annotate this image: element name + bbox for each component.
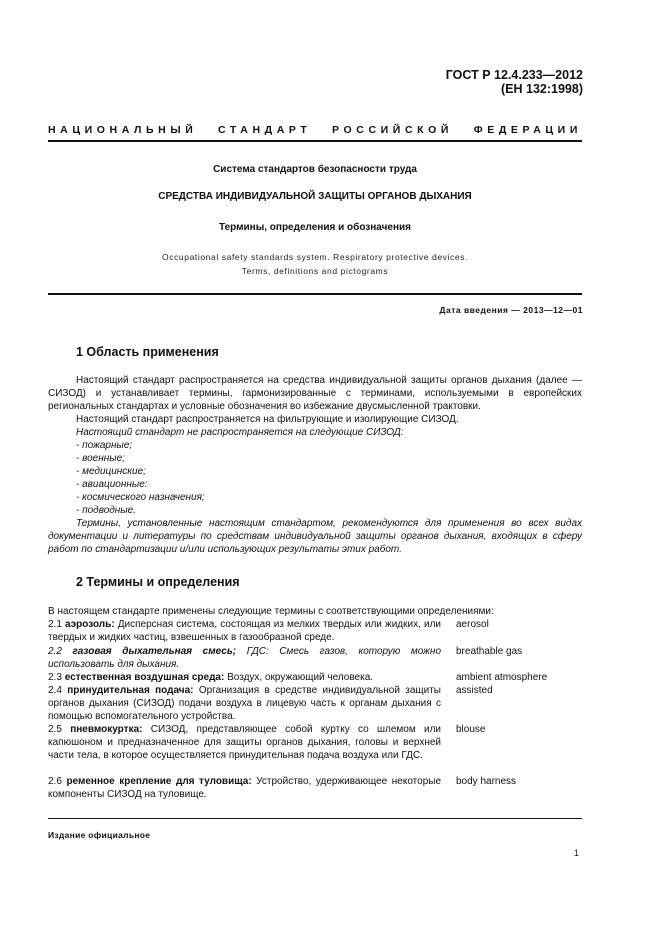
term-english-equivalent: aerosol xyxy=(456,619,489,630)
term-name: ременное крепление для туловища: xyxy=(66,776,252,787)
term-number: 2.5 xyxy=(48,724,62,735)
exclusion-item: - авиационные: xyxy=(76,479,148,490)
header-divider xyxy=(48,140,582,142)
term-entry xyxy=(48,645,441,671)
exclusion-item: - космического назначения; xyxy=(76,492,205,503)
sub-title: Термины, определения и обозначения xyxy=(218,222,412,233)
national-standard-banner xyxy=(48,124,582,136)
term-name: аэрозоль: xyxy=(65,619,115,630)
term-definition: Дисперсная система, состоящая из мелких твердых или жидких, или твердых и жидких частиц, взвешенных в газообразной среде. xyxy=(48,619,442,643)
section-2-intro: В настоящем стандарте применены следующие термины с соответствующими определениями: xyxy=(48,606,494,617)
introduction-date: Дата введения — 2013—12—01 xyxy=(439,305,583,315)
term-number: 2.2 xyxy=(48,646,62,657)
term-name: газовая дыхательная смесь; xyxy=(72,646,237,657)
term-english-equivalent: ambient atmosphere xyxy=(456,672,548,683)
term-entry xyxy=(48,684,441,723)
english-title-line-1: Occupational safety standards system. Respiratory protective devices. xyxy=(162,252,468,262)
term-number: 2.1 xyxy=(48,619,62,630)
term-entry xyxy=(48,671,441,684)
section-1-paragraph-3: Настоящий стандарт не распространяется на следующие СИЗОД: xyxy=(76,427,404,438)
term-english-equivalent: body harness xyxy=(456,776,517,787)
banner-word-1: НАЦИОНАЛЬНЫЙ xyxy=(48,124,198,136)
exclusion-item: - военные; xyxy=(76,453,125,464)
english-title-line-2: Terms, definitions and pictograms xyxy=(241,266,389,276)
exclusion-item: - подводные. xyxy=(76,505,136,516)
term-english-equivalent: assisted xyxy=(456,685,493,696)
term-english-equivalent: blouse xyxy=(456,724,486,735)
term-number: 2.4 xyxy=(48,685,62,696)
term-name: пневмокуртка: xyxy=(70,724,143,735)
banner-word-3: РОССИЙСКОЙ xyxy=(332,124,454,136)
term-number: 2.3 xyxy=(48,672,62,683)
standard-code-block xyxy=(446,68,583,96)
term-definition: Воздух, окружающий человека. xyxy=(227,672,374,683)
term-entry xyxy=(48,775,441,801)
system-title: Система стандартов безопасности труда xyxy=(213,164,417,175)
exclusion-item: - пожарные; xyxy=(76,440,133,451)
english-title xyxy=(48,250,582,278)
term-definition: СИЗОД, представляющее собой куртку со шлемом или капюшоном и предназначенное для защиты органов дыхания, головы и верхней части тела, в которое осуществляется принудительная подача воздуха или ГДС. xyxy=(48,724,442,761)
section-1-body xyxy=(48,374,582,556)
official-edition-note: Издание официальное xyxy=(48,830,151,840)
title-divider xyxy=(48,293,582,295)
term-english-equivalent: breathable gas xyxy=(456,646,523,657)
banner-word-4: ФЕДЕРАЦИИ xyxy=(473,124,582,136)
exclusion-item: - медицинские; xyxy=(76,466,146,477)
section-1-paragraph-4: Термины, установленные настоящим стандартом, рекомендуются для применения во всех видах документации и литературы по средствам индивидуальной защиты органов дыхания, входящих в сферу работ по стандартизации и/или использующих результаты этих работ. xyxy=(48,518,582,555)
section-1-paragraph-2: Настоящий стандарт распространяется на фильтрующие и изолирующие СИЗОД. xyxy=(76,414,459,425)
section-1-heading: 1 Область применения xyxy=(76,345,219,359)
term-definition: Устройство, удерживающее некоторые компоненты СИЗОД на туловище. xyxy=(48,776,442,800)
term-number: 2.6 xyxy=(48,776,62,787)
section-1-paragraph-1: Настоящий стандарт распространяется на средства индивидуальной защиты органов дыхания (далее — СИЗОД) и устанавливает термины, гармонизированные с терминами, используемыми в европейских региональных стандартах и условные обозначения во избежание двусмысленной трактовки. xyxy=(48,375,582,412)
main-title: СРЕДСТВА ИНДИВИДУАЛЬНОЙ ЗАЩИТЫ ОРГАНОВ ДЫХАНИЯ xyxy=(158,191,472,202)
term-name: естественная воздушная среда: xyxy=(64,672,225,683)
term-name: принудительная подача: xyxy=(67,685,194,696)
section-2-heading: 2 Термины и определения xyxy=(76,575,240,589)
term-entry xyxy=(48,618,441,644)
term-definition: Организация в средстве индивидуальной защиты органов дыхания (СИЗОД) подачи воздуха в лицевую часть к органам дыхания с помощью вспомогательного устройства. xyxy=(48,685,441,722)
standard-code: ГОСТ Р 12.4.233—2012 xyxy=(445,68,583,82)
term-definition: ГДС: Смесь газов, которую можно использовать для дыхания. xyxy=(48,646,442,670)
standard-equivalent: (ЕН 132:1998) xyxy=(501,82,583,96)
footer-divider xyxy=(48,818,582,819)
page-number: 1 xyxy=(574,848,580,858)
banner-word-2: СТАНДАРТ xyxy=(218,124,312,136)
term-entry xyxy=(48,723,441,762)
